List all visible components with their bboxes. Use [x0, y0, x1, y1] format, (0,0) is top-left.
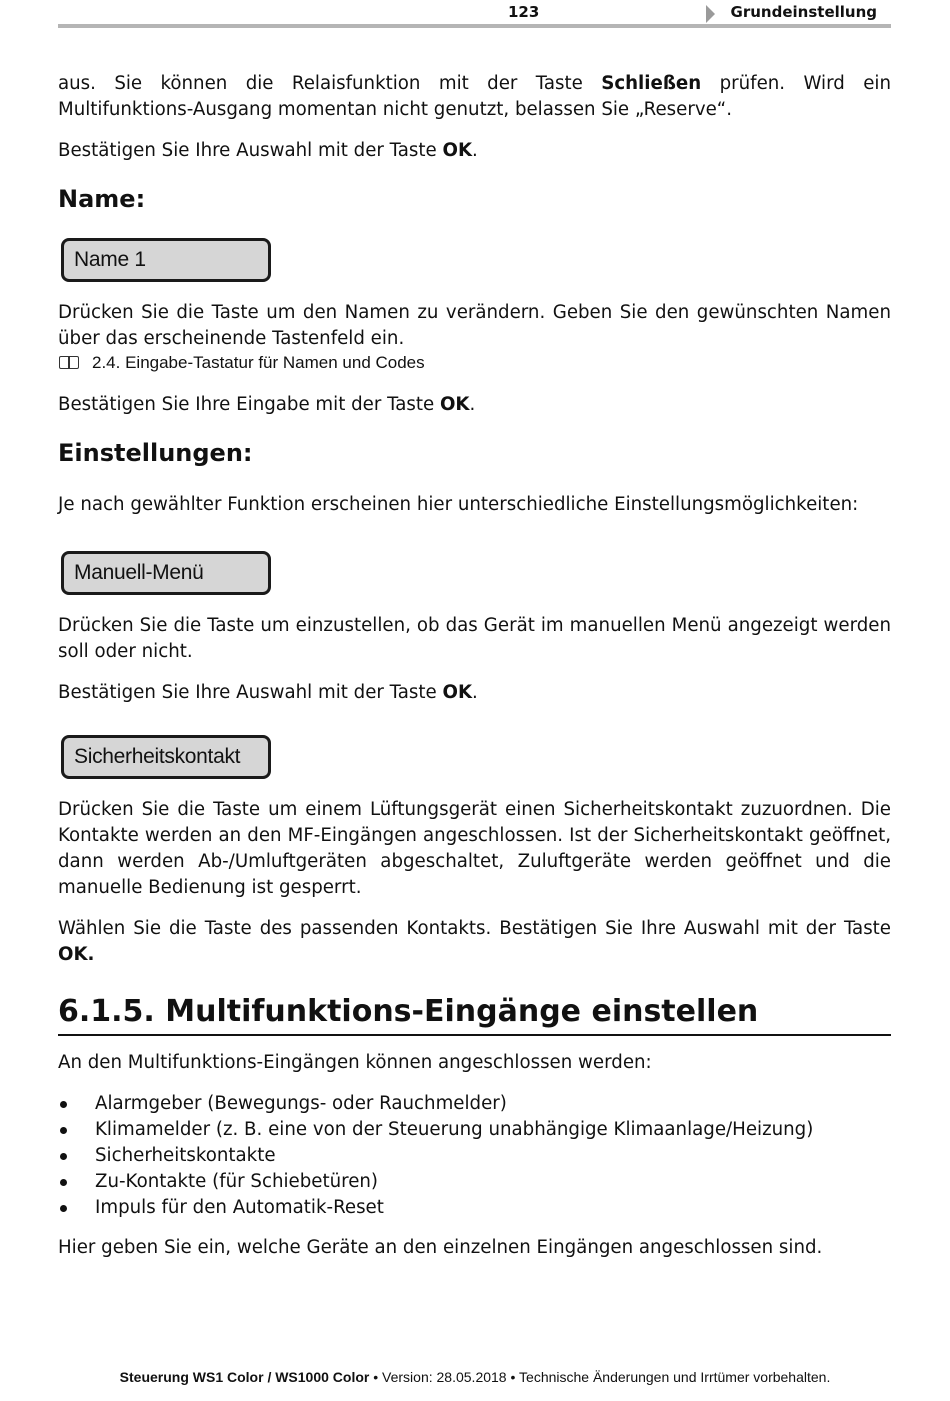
page-number: 123: [508, 3, 540, 21]
chapter-arrow-icon: [706, 5, 715, 23]
name-paragraph-1: Drücken Sie die Taste um den Namen zu verändern. Geben Sie den gewünschten Namen über das erscheinende Tastenfeld ein.: [58, 302, 891, 349]
list-item: Sicherheitskontakte: [58, 1143, 891, 1169]
list-item: Impuls für den Automatik-Reset: [58, 1195, 891, 1221]
section-615-outro: Hier geben Sie ein, welche Geräte an den einzelnen Eingängen angeschlossen sind.: [58, 1237, 823, 1258]
page-content: [58, 71, 891, 1276]
book-icon: [58, 355, 82, 371]
footer-version: Version: 28.05.2018: [382, 1369, 507, 1385]
intro-paragraph-2: Bestätigen Sie Ihre Auswahl mit der Taste OK.: [58, 140, 478, 161]
cross-reference-text: 2.4. Eingabe-Tastatur für Namen und Codes: [92, 353, 425, 372]
name-heading: Name:: [58, 185, 146, 213]
section-615-heading: 6.1.5. Multifunktions-Eingänge einstellen: [58, 992, 891, 1036]
settings-paragraph-3: Bestätigen Sie Ihre Auswahl mit der Taste OK.: [58, 682, 478, 703]
list-item: Klimamelder (z. B. eine von der Steuerung unabhängige Klimaanlage/Heizung): [58, 1117, 891, 1143]
settings-paragraph-2: Drücken Sie die Taste um einzustellen, ob das Gerät im manuellen Menü angezeigt werden soll oder nicht.: [58, 615, 891, 662]
header-rule: [58, 24, 891, 28]
list-item: Alarmgeber (Bewegungs- oder Rauchmelder): [58, 1091, 891, 1117]
settings-paragraph-5: Wählen Sie die Taste des passenden Kontakts. Bestätigen Sie Ihre Auswahl mit der Taste OK.: [58, 918, 891, 965]
footer-disclaimer: Technische Änderungen und Irrtümer vorbehalten.: [519, 1369, 831, 1385]
intro-paragraph-1: aus. Sie können die Relaisfunktion mit der Taste Schließen prüfen. Wird ein Multifunktions-Ausgang momentan nicht genutzt, belassen Sie „Reserve“.: [58, 73, 891, 120]
list-item: Zu-Kontakte (für Schiebetüren): [58, 1169, 891, 1195]
cross-reference[interactable]: [58, 352, 891, 374]
name-paragraph-2: Bestätigen Sie Ihre Eingabe mit der Taste OK.: [58, 394, 476, 415]
safety-contact-button[interactable]: Sicherheitskontakt: [61, 735, 271, 779]
settings-heading: Einstellungen:: [58, 439, 253, 467]
name-1-button[interactable]: Name 1: [61, 238, 271, 282]
input-types-list: [58, 1091, 891, 1221]
settings-paragraph-4: Drücken Sie die Taste um einem Lüftungsgerät einen Sicherheitskontakt zuzuordnen. Die Kontakte werden an den MF-Eingängen angeschlossen. Ist der Sicherheitskontakt geöffnet, dann werden Ab-/Umluftgeräten abgeschaltet, Zuluftgeräte werden geöffnet und die manuelle Bedienung ist gesperrt.: [58, 799, 891, 898]
manual-menu-button[interactable]: Manuell-Menü: [61, 551, 271, 595]
chapter-title: Grundeinstellung: [730, 3, 877, 21]
page-header: [58, 0, 891, 24]
settings-paragraph-1: Je nach gewählter Funktion erscheinen hier unterschiedliche Einstellungsmöglichkeiten:: [58, 494, 859, 515]
footer-product: Steuerung WS1 Color / WS1000 Color: [119, 1369, 370, 1385]
section-615-intro: An den Multifunktions-Eingängen können angeschlossen werden:: [58, 1052, 652, 1073]
page-footer: Steuerung WS1 Color / WS1000 Color • Version: 28.05.2018 • Technische Änderungen und Irrtümer vorbehalten.: [119, 1369, 831, 1385]
